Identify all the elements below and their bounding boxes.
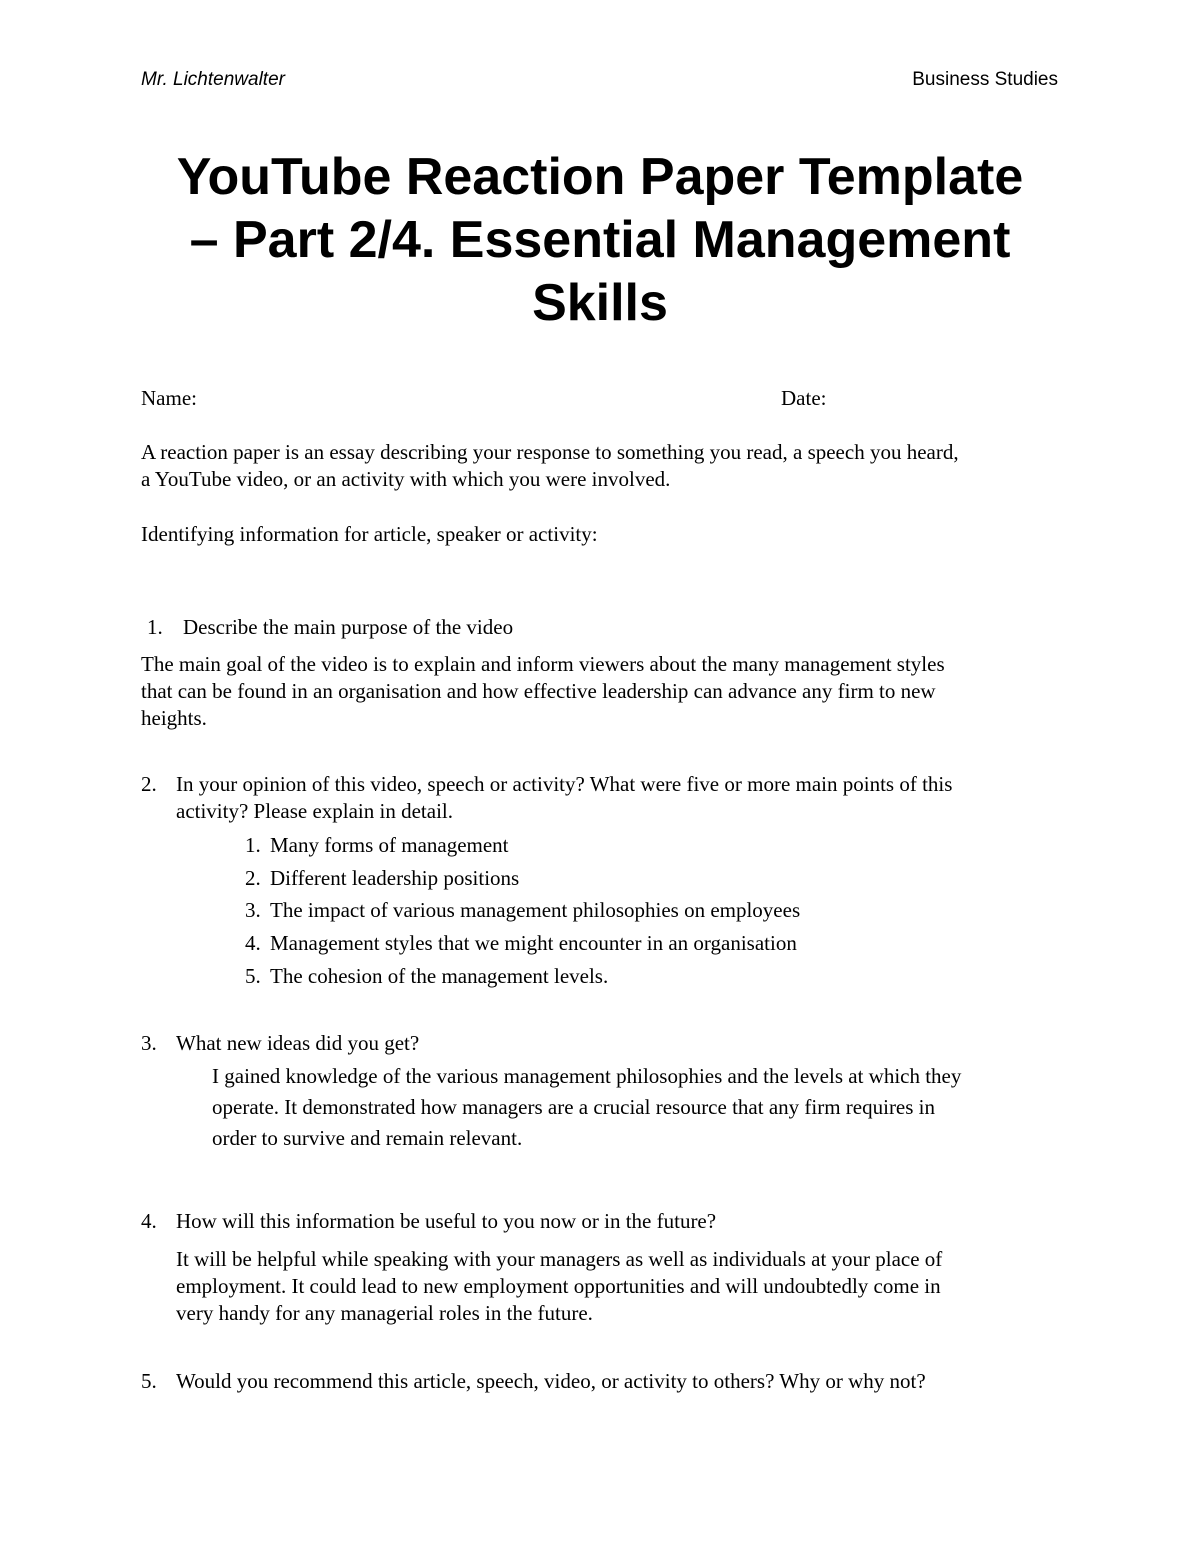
q3-answer-line-2: operate. It demonstrated how managers are a crucial resource that any firm requires in [212,1095,936,1119]
q4-answer-line-2: employment. It could lead to new employment opportunities and will undoubtedly come in [176,1274,941,1298]
q4-answer [176,1246,942,1327]
q5-question: Would you recommend this article, speech, video, or activity to others? Why or why not? [176,1369,926,1393]
q2-point-3-number: 3. [245,898,261,922]
q2-point-2-number: 2. [245,866,261,890]
intro-paragraph [141,439,959,493]
intro-line-1: A reaction paper is an essay describing your response to something you read, a speech you heard, [141,440,959,464]
q3-answer-line-1: I gained knowledge of the various management philosophies and the levels at which they [212,1064,962,1088]
q1-answer-line-1: The main goal of the video is to explain and inform viewers about the many management styles [141,652,945,676]
q4-question: How will this information be useful to you now or in the future? [176,1209,717,1233]
q5-number: 5. [141,1369,157,1393]
q1-question: Describe the main purpose of the video [183,615,514,639]
date-label: Date: [781,386,827,410]
q2-question-line-1: In your opinion of this video, speech or activity? What were five or more main points of this [176,772,953,796]
q2-point-5-number: 5. [245,964,261,988]
header-subject: Business Studies [912,69,1058,90]
q2-question [176,771,952,825]
q2-number: 2. [141,772,157,796]
header-author: Mr. Lichtenwalter [141,69,285,90]
q2-point-1-number: 1. [245,833,261,857]
q4-number: 4. [141,1209,157,1233]
title-line-3: Skills [532,274,668,332]
identifying-label: Identifying information for article, speaker or activity: [141,522,598,546]
title-line-1: YouTube Reaction Paper Template [176,148,1024,206]
q3-number: 3. [141,1031,157,1055]
q1-number: 1. [147,615,163,639]
q2-question-line-2: activity? Please explain in detail. [176,799,453,823]
title-line-2: – Part 2/4. Essential Management [189,211,1011,269]
q2-point-4-number: 4. [245,931,261,955]
name-label: Name: [141,386,197,410]
q2-point-2-text: Different leadership positions [270,866,520,890]
document-title [100,146,1100,335]
q2-point-1-text: Many forms of management [270,833,509,857]
q4-answer-line-3: very handy for any managerial roles in the future. [176,1301,593,1325]
q3-question: What new ideas did you get? [176,1031,420,1055]
q2-point-5-text: The cohesion of the management levels. [270,964,609,988]
q2-point-4-text: Management styles that we might encounter in an organisation [270,931,797,955]
q1-answer-line-2: that can be found in an organisation and how effective leadership can advance any firm to new [141,679,936,703]
q3-answer [212,1061,961,1154]
q3-answer-line-3: order to survive and remain relevant. [212,1126,523,1150]
q2-point-3-text: The impact of various management philosophies on employees [270,898,801,922]
q4-answer-line-1: It will be helpful while speaking with your managers as well as individuals at your place of [176,1247,943,1271]
q1-answer-line-3: heights. [141,706,207,730]
intro-line-2: a YouTube video, or an activity with which you were involved. [141,467,671,491]
q1-answer [141,651,945,732]
